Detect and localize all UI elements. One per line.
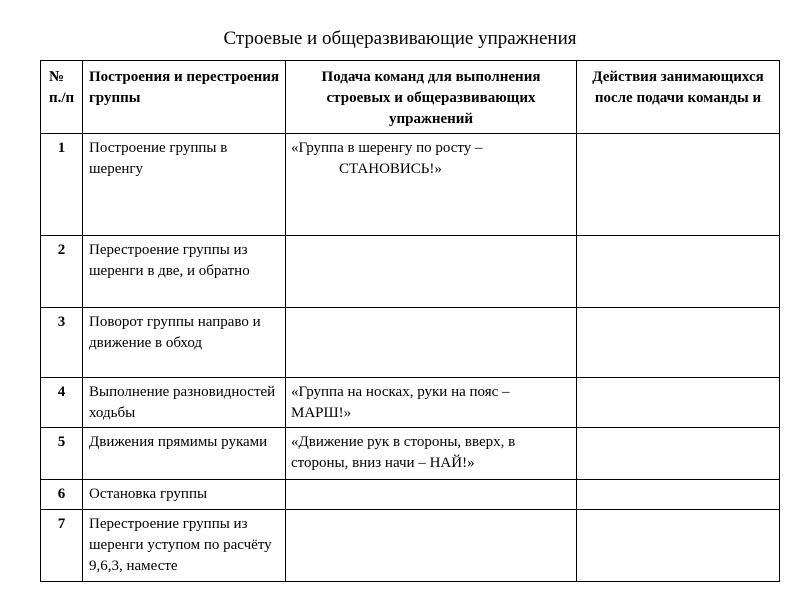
- row-actions: [577, 378, 780, 428]
- row-build: Перестроение группы из шеренги уступом по расчёту 9,6,3, наместе: [83, 510, 286, 582]
- row-command: [286, 480, 577, 510]
- row-number: 5: [41, 428, 83, 480]
- row-build: Движения прямимы руками: [83, 428, 286, 480]
- row-command: [286, 428, 577, 480]
- table-row: [41, 378, 780, 428]
- row-build: Поворот группы направо и движение в обход: [83, 308, 286, 378]
- row-build: Выполнение разновидностей ходьбы: [83, 378, 286, 428]
- row-command: [286, 378, 577, 428]
- row-actions: [577, 510, 780, 582]
- command-line: «Группа на носках, руки на пояс –: [291, 384, 510, 400]
- row-actions: [577, 428, 780, 480]
- table-row: [41, 428, 780, 480]
- command-line: «Движение рук в стороны, вверх, в: [291, 434, 516, 450]
- header-build: Построения и перестроения группы: [83, 61, 286, 134]
- row-actions: [577, 236, 780, 308]
- table-row: [41, 236, 780, 308]
- row-build: Остановка группы: [83, 480, 286, 510]
- row-number: 6: [41, 480, 83, 510]
- table-header-row: [41, 61, 780, 134]
- row-actions: [577, 480, 780, 510]
- row-command: [286, 308, 577, 378]
- row-actions: [577, 134, 780, 236]
- command-line: «Группа в шеренгу по росту –: [291, 140, 483, 156]
- command-line: МАРШ!»: [291, 405, 352, 421]
- row-command: [286, 236, 577, 308]
- row-actions: [577, 308, 780, 378]
- row-build: Построение группы в шеренгу: [83, 134, 286, 236]
- header-command: Подача команд для выполнения строевых и общеразвивающих упражнений: [286, 61, 577, 134]
- table-row: [41, 510, 780, 582]
- row-number: 4: [41, 378, 83, 428]
- command-line: СТАНОВИСЬ!»: [339, 161, 442, 177]
- row-command: [286, 134, 577, 236]
- table-row: [41, 134, 780, 236]
- row-number: 2: [41, 236, 83, 308]
- row-command: [286, 510, 577, 582]
- row-build: Перестроение группы из шеренги в две, и обратно: [83, 236, 286, 308]
- header-number: № п./п: [41, 61, 83, 134]
- row-number: 7: [41, 510, 83, 582]
- row-number: 1: [41, 134, 83, 236]
- page-title: Строевые и общеразвивающие упражнения: [223, 28, 577, 49]
- command-line: стороны, вниз начи – НАЙ!»: [291, 455, 475, 471]
- table-row: [41, 308, 780, 378]
- header-actions: Действия занимающихся после подачи команды и: [577, 61, 780, 134]
- row-number: 3: [41, 308, 83, 378]
- table-row: [41, 480, 780, 510]
- exercise-table: [40, 60, 780, 582]
